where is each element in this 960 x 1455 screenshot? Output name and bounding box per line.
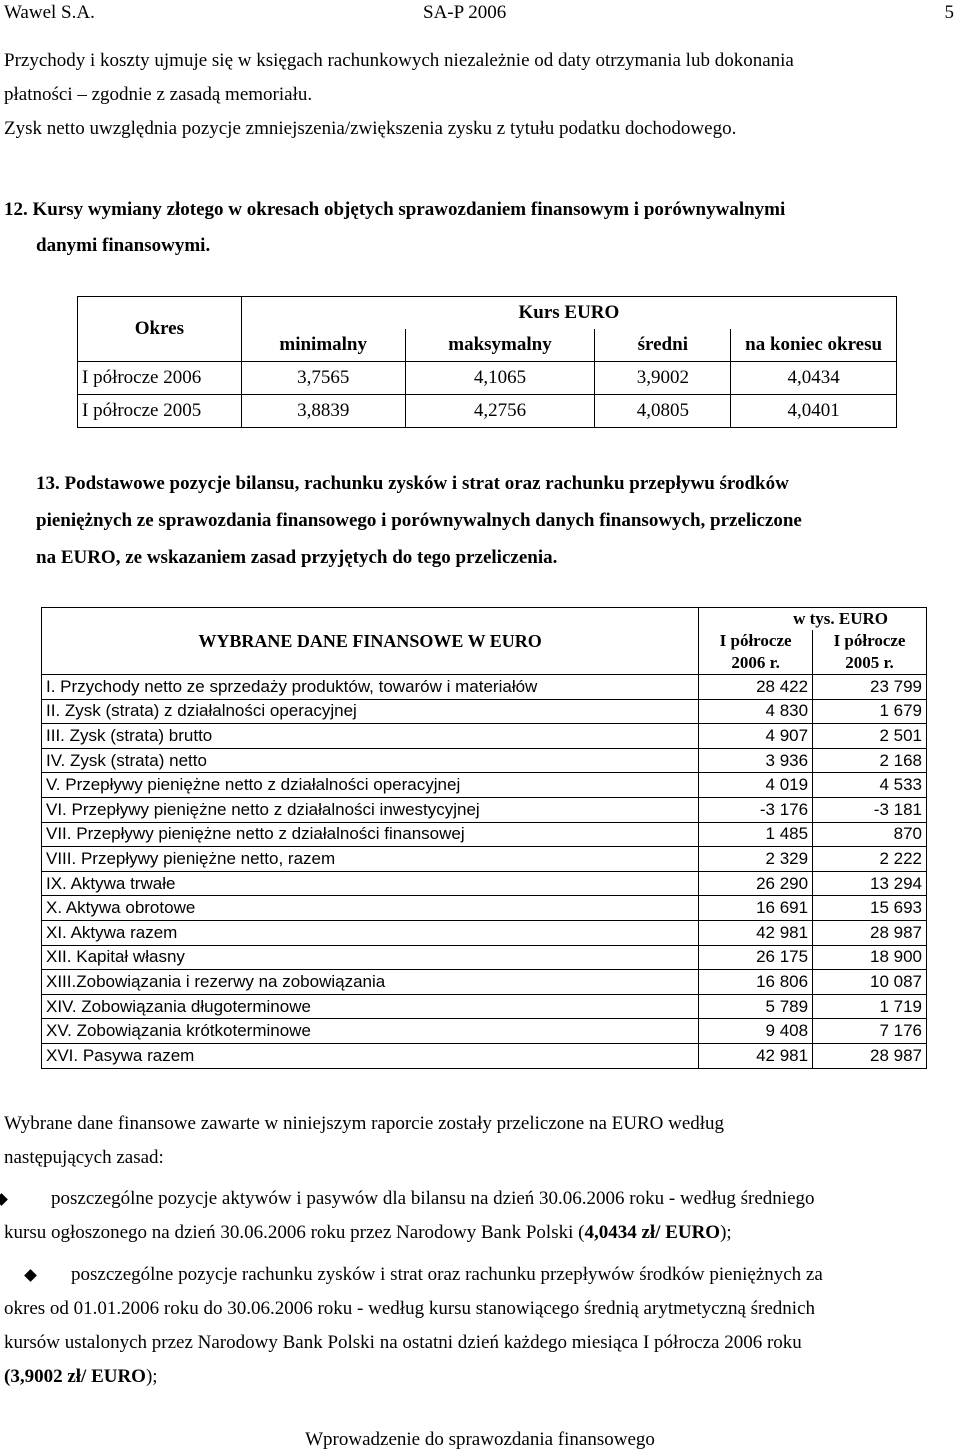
bullet-text: ); [720, 1222, 732, 1243]
table-row [42, 822, 927, 847]
bullet-text: kursów ustalonych przez Narodowy Bank Polski na ostatni dzień każdego miesiąca I półrocza 2006 roku [4, 1332, 802, 1353]
table-row [42, 871, 927, 896]
value-2006: 26 175 [699, 945, 813, 970]
row-label: XV. Zobowiązania krótkoterminowe [42, 1019, 699, 1044]
row-label: II. Zysk (strata) z działalności operacyjnej [42, 699, 699, 724]
value-2006: 16 806 [699, 970, 813, 995]
table-row [42, 1043, 927, 1068]
value-2006: 4 907 [699, 724, 813, 749]
bullet-text: poszczególne pozycje rachunku zysków i strat oraz rachunku przepływów środków pieniężnych za [71, 1264, 823, 1285]
row-label: VII. Przepływy pieniężne netto z działalności finansowej [42, 822, 699, 847]
table-row [42, 896, 927, 921]
col-2005-year: 2005 r. [813, 652, 927, 675]
section-13-line: na EURO, ze wskazaniem zasad przyjętych do tego przeliczenia. [36, 547, 558, 568]
table-row [42, 797, 927, 822]
value-2006: 28 422 [699, 675, 813, 700]
financial-table-title: WYBRANE DANE FINANSOWE W EURO [42, 608, 699, 675]
cell-value: 3,7565 [241, 362, 405, 395]
value-2005: 2 222 [813, 847, 927, 872]
value-2006: 3 936 [699, 748, 813, 773]
value-2005: 28 987 [813, 1043, 927, 1068]
row-label: XIII.Zobowiązania i rezerwy na zobowiązania [42, 970, 699, 995]
row-label: IV. Zysk (strata) netto [42, 748, 699, 773]
bullet-item-assets [4, 1182, 956, 1250]
closing-line: następujących zasad: [4, 1147, 164, 1168]
bullet-text: kursu ogłoszonego na dzień 30.06.2006 roku przez Narodowy Bank Polski ( [4, 1222, 585, 1243]
intro-line: płatności – zgodnie z zasadą memoriału. [4, 84, 313, 105]
section-12-line: danymi finansowymi. [36, 235, 211, 256]
section-13-line: pieniężnych ze sprawozdania finansowego i porównywalnych danych finansowych, przeliczone [36, 510, 802, 531]
value-2006: 16 691 [699, 896, 813, 921]
financial-data-table [41, 607, 927, 1069]
cell-value: 4,2756 [405, 395, 595, 428]
unit-label: w tys. EURO [699, 608, 927, 631]
section-13-heading [4, 465, 802, 576]
row-label: X. Aktywa obrotowe [42, 896, 699, 921]
row-label: I półrocze 2006 [78, 362, 242, 395]
table-row [42, 699, 927, 724]
col-2005-label: I półrocze [813, 630, 927, 652]
row-label: I półrocze 2005 [78, 395, 242, 428]
table-row [42, 724, 927, 749]
section-12-heading [4, 192, 785, 264]
value-2005: 15 693 [813, 896, 927, 921]
page-number: 5 [944, 2, 954, 23]
table-row [78, 395, 897, 428]
cell-value: 3,9002 [595, 362, 731, 395]
row-label: VIII. Przepływy pieniężne netto, razem [42, 847, 699, 872]
value-2005: 1 719 [813, 994, 927, 1019]
closing-paragraph [4, 1107, 954, 1175]
value-2005: 4 533 [813, 773, 927, 798]
value-2005: 2 168 [813, 748, 927, 773]
intro-paragraph [4, 44, 954, 146]
footer-text: Wprowadzenie do sprawozdania finansowego [305, 1429, 655, 1450]
value-2006: 4 019 [699, 773, 813, 798]
value-2005: 1 679 [813, 699, 927, 724]
value-2006: 9 408 [699, 1019, 813, 1044]
value-2006: 26 290 [699, 871, 813, 896]
value-2006: 5 789 [699, 994, 813, 1019]
intro-line: Zysk netto uwzględnia pozycje zmniejszenia/zwiększenia zysku z tytułu podatku dochodowego. [4, 118, 737, 139]
table-row [42, 970, 927, 995]
cell-value: 3,8839 [241, 395, 405, 428]
value-2006: 1 485 [699, 822, 813, 847]
bullet-text: ); [145, 1366, 158, 1387]
value-2005: -3 181 [813, 797, 927, 822]
col-sredni: średni [595, 329, 731, 362]
row-label: VI. Przepływy pieniężne netto z działalności inwestycyjnej [42, 797, 699, 822]
cell-value: 4,1065 [405, 362, 595, 395]
value-2006: 42 981 [699, 920, 813, 945]
header-report-id: SA-P 2006 [423, 2, 507, 23]
col-2006-year: 2006 r. [699, 652, 813, 675]
row-label: XVI. Pasywa razem [42, 1043, 699, 1068]
cell-value: 4,0434 [731, 362, 897, 395]
value-2006: -3 176 [699, 797, 813, 822]
exchange-rate-table [77, 296, 897, 428]
row-label: III. Zysk (strata) brutto [42, 724, 699, 749]
value-2006: 4 830 [699, 699, 813, 724]
table-row [42, 920, 927, 945]
row-label: I. Przychody netto ze sprzedaży produktów, towarów i materiałów [42, 675, 699, 700]
table-row [42, 945, 927, 970]
value-2005: 23 799 [813, 675, 927, 700]
header-company: Wawel S.A. [4, 2, 95, 23]
diamond-bullet-icon [24, 1269, 37, 1282]
bullet-text: poszczególne pozycje aktywów i pasywów dla bilansu na dzień 30.06.2006 roku - według średniego [51, 1188, 815, 1209]
page-footer [0, 1429, 960, 1451]
bullet-rate: (3,9002 zł/ EURO [4, 1366, 146, 1387]
value-2006: 2 329 [699, 847, 813, 872]
row-label: XIV. Zobowiązania długoterminowe [42, 994, 699, 1019]
cell-value: 4,0401 [731, 395, 897, 428]
table-row [42, 847, 927, 872]
row-label: XII. Kapitał własny [42, 945, 699, 970]
closing-line: Wybrane dane finansowe zawarte w niniejszym raporcie zostały przeliczone na EURO według [4, 1113, 725, 1134]
table-row [42, 1019, 927, 1044]
col-minimalny: minimalny [241, 329, 405, 362]
value-2005: 7 176 [813, 1019, 927, 1044]
table-row [42, 675, 927, 700]
section-12-line: 12. Kursy wymiany złotego w okresach objętych sprawozdaniem finansowym i porównywalnymi [4, 199, 786, 220]
table-row [42, 773, 927, 798]
row-label: IX. Aktywa trwałe [42, 871, 699, 896]
diamond-bullet-icon [0, 1193, 8, 1206]
value-2006: 42 981 [699, 1043, 813, 1068]
bullet-text: okres od 01.01.2006 roku do 30.06.2006 roku - według kursu stanowiącego średnią arytmetyczną średnich [4, 1298, 816, 1319]
value-2005: 10 087 [813, 970, 927, 995]
okres-header: Okres [78, 297, 242, 362]
intro-line: Przychody i koszty ujmuje się w księgach rachunkowych niezależnie od daty otrzymania lub dokonania [4, 50, 794, 71]
value-2005: 2 501 [813, 724, 927, 749]
bullet-rate: 4,0434 zł/ EURO [584, 1222, 721, 1243]
row-label: XI. Aktywa razem [42, 920, 699, 945]
col-koniec: na koniec okresu [731, 329, 897, 362]
section-13-line: 13. Podstawowe pozycje bilansu, rachunku zysków i strat oraz rachunku przepływu środków [36, 473, 789, 494]
value-2005: 13 294 [813, 871, 927, 896]
table-row [78, 362, 897, 395]
cell-value: 4,0805 [595, 395, 731, 428]
col-maksymalny: maksymalny [405, 329, 595, 362]
col-2006-label: I półrocze [699, 630, 813, 652]
bullet-item-income [4, 1258, 956, 1394]
value-2005: 28 987 [813, 920, 927, 945]
table-row [42, 748, 927, 773]
table-row [42, 994, 927, 1019]
value-2005: 870 [813, 822, 927, 847]
row-label: V. Przepływy pieniężne netto z działalności operacyjnej [42, 773, 699, 798]
value-2005: 18 900 [813, 945, 927, 970]
kurs-euro-header: Kurs EURO [241, 297, 896, 330]
